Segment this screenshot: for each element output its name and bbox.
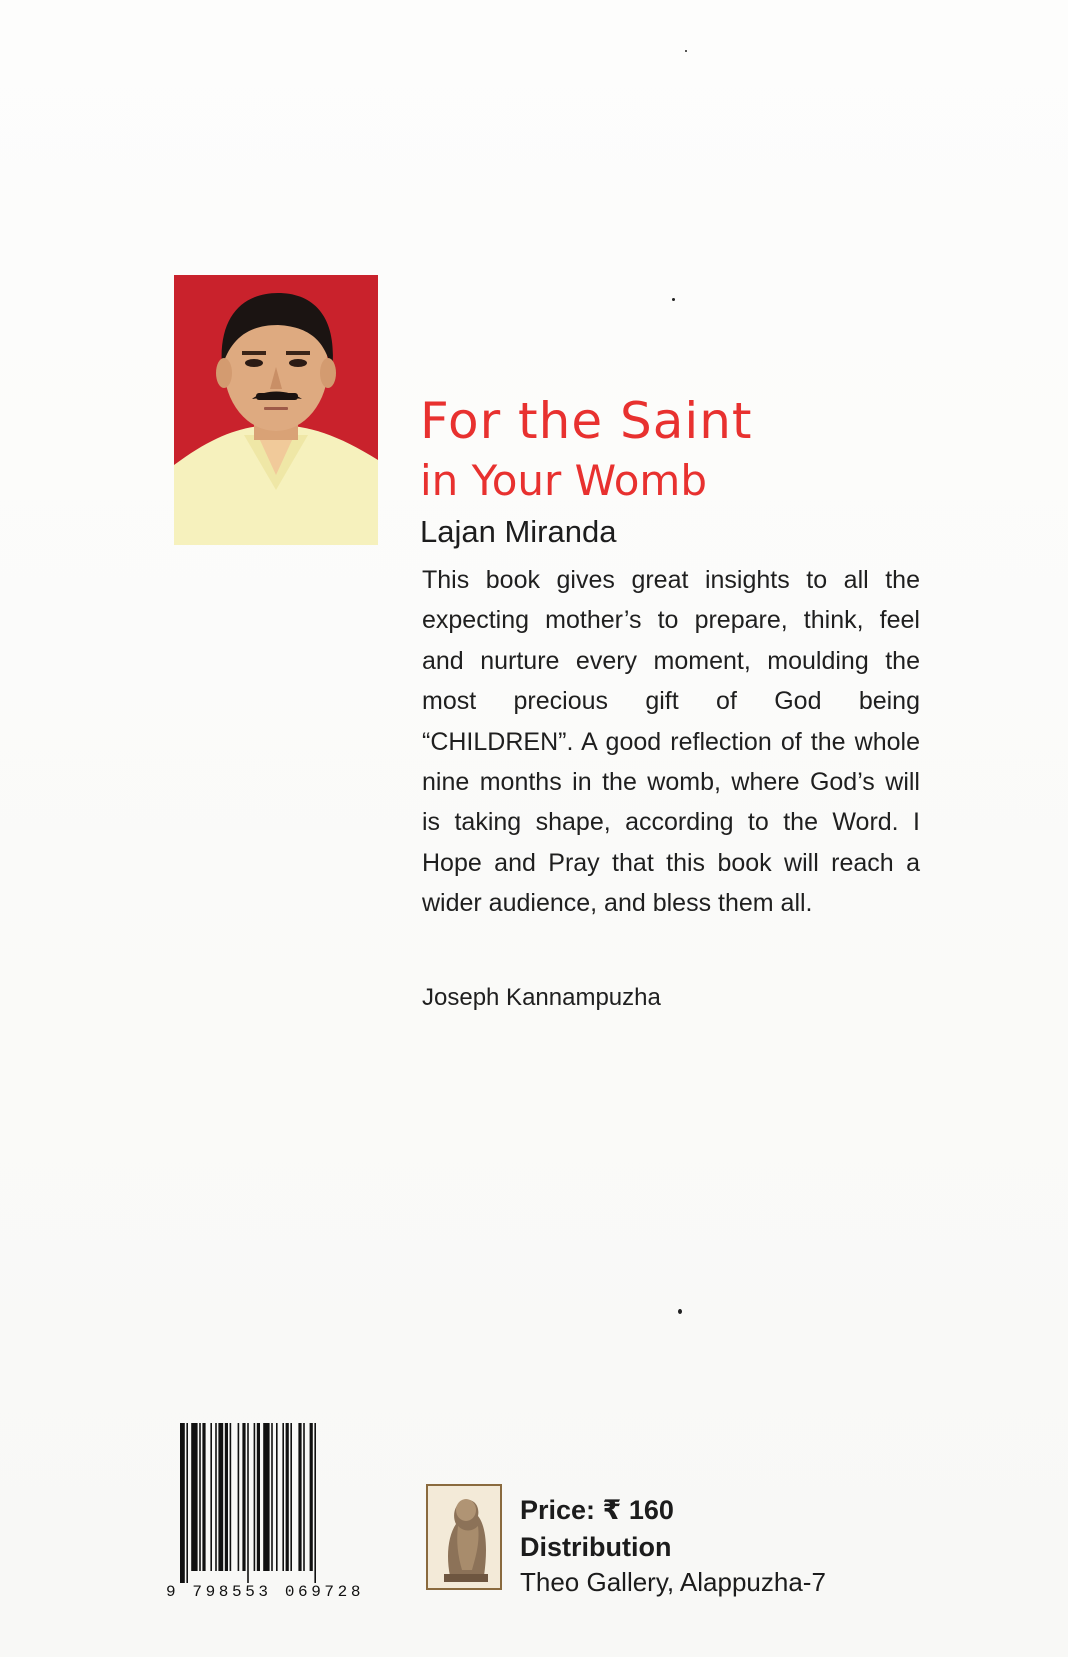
- barcode-bar: [290, 1423, 292, 1571]
- blurb-reviewer: Joseph Kannampuzha: [422, 984, 661, 1011]
- author-name: Lajan Miranda: [420, 514, 617, 549]
- barcode-bar: [254, 1423, 256, 1571]
- publisher-logo: [426, 1484, 502, 1590]
- barcode-bar: [286, 1423, 289, 1571]
- barcode-isbn-digits: 9 798553 069728: [166, 1583, 365, 1601]
- barcode-bar: [247, 1423, 249, 1583]
- price-label: Price: ₹ 160: [520, 1495, 674, 1525]
- barcode-bar: [276, 1423, 278, 1571]
- barcode-bar: [202, 1423, 205, 1571]
- barcode-bar: [242, 1423, 245, 1571]
- book-title-line-1: For the Saint: [420, 392, 753, 450]
- print-speck: [678, 1309, 682, 1314]
- distribution-label: Distribution: [520, 1532, 672, 1562]
- barcode-bar: [298, 1423, 301, 1571]
- print-speck: [685, 50, 687, 52]
- book-blurb: This book gives great insights to all the expecting mother’s to prepare, think, feel and nurture every moment, moulding the most precious gift of God being “CHILDREN”. A good reflection of the whole nine months in the womb, where God’s will is taking shape, according to the Word. I Hope and Pray that this book will reach a wider audience, and bless them all.: [422, 566, 920, 918]
- book-title-line-2: in Your Womb: [420, 456, 707, 505]
- barcode-bar: [230, 1423, 232, 1571]
- barcode-bar: [191, 1423, 197, 1571]
- author-photo: [174, 275, 378, 545]
- barcode-bar: [225, 1423, 228, 1571]
- barcode-bar: [180, 1423, 185, 1583]
- barcode-bar: [186, 1423, 188, 1583]
- barcode-bar: [263, 1423, 269, 1571]
- barcode-bar: [303, 1423, 305, 1571]
- barcode-bar: [310, 1423, 313, 1571]
- barcode-bar: [215, 1423, 217, 1571]
- barcode-bar: [238, 1423, 240, 1571]
- barcode-bar: [314, 1423, 316, 1583]
- barcode-bar: [199, 1423, 201, 1571]
- barcode-bar: [271, 1423, 273, 1571]
- barcode-bar: [210, 1423, 212, 1571]
- barcode-bar: [218, 1423, 223, 1571]
- barcode-bar: [257, 1423, 260, 1571]
- print-speck: [672, 298, 675, 301]
- barcode-bar: [282, 1423, 284, 1571]
- distributor-name: Theo Gallery, Alappuzha-7: [520, 1567, 826, 1597]
